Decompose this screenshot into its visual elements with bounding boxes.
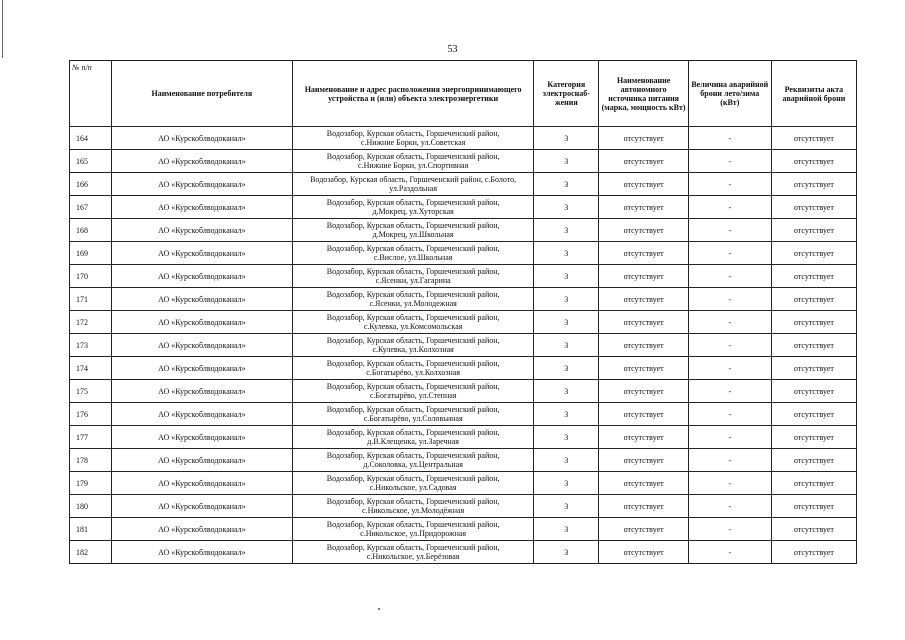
cell-num: 166: [70, 173, 112, 196]
cell-address: [293, 173, 534, 196]
cell-act: отсутствует: [771, 173, 856, 196]
cell-reserve: -: [688, 426, 771, 449]
address-line: с.Нижние Борки, ул.Советская: [360, 138, 466, 147]
address-line: Водозабор, Курская область, Горшеченский район,: [326, 267, 500, 276]
cell-num: 173: [70, 334, 112, 357]
cell-reserve: -: [688, 219, 771, 242]
table-row: [70, 127, 857, 150]
cell-act: отсутствует: [771, 150, 856, 173]
cell-act: отсутствует: [771, 380, 856, 403]
address-line: Водозабор, Курская область, Горшеченский район,: [326, 382, 500, 391]
cell-reserve: -: [688, 311, 771, 334]
cell-reserve: -: [688, 173, 771, 196]
cell-category: 3: [534, 518, 599, 541]
cell-reserve: -: [688, 541, 771, 564]
cell-source: отсутствует: [599, 357, 688, 380]
address-line: Водозабор, Курская область, Горшеченский район,: [326, 129, 500, 138]
cell-source: отсутствует: [599, 472, 688, 495]
cell-num: 175: [70, 380, 112, 403]
address-line: Водозабор, Курская область, Горшеченский район,: [326, 290, 500, 299]
cell-address: [293, 541, 534, 564]
cell-act: отсутствует: [771, 472, 856, 495]
cell-source: отсутствует: [599, 495, 688, 518]
cell-act: отсутствует: [771, 357, 856, 380]
cell-source: отсутствует: [599, 173, 688, 196]
address-line: ул.Раздольная: [389, 184, 438, 193]
cell-reserve: -: [688, 518, 771, 541]
cell-reserve: -: [688, 265, 771, 288]
table-row: [70, 219, 857, 242]
cell-consumer: АО «Курскоблводоканал»: [111, 311, 293, 334]
address-line: с.Богатырёво, ул.Степная: [369, 391, 457, 400]
cell-address: [293, 334, 534, 357]
cell-source: отсутствует: [599, 426, 688, 449]
cell-address: [293, 380, 534, 403]
address-line: Водозабор, Курская область, Горшеченский район,: [326, 405, 500, 414]
cell-address: [293, 242, 534, 265]
cell-address: [293, 265, 534, 288]
table-row: [70, 380, 857, 403]
cell-category: 3: [534, 311, 599, 334]
cell-source: отсутствует: [599, 311, 688, 334]
address-line: Водозабор, Курская область, Горшеченский район,: [326, 198, 500, 207]
table-row: [70, 541, 857, 564]
cell-consumer: АО «Курскоблводоканал»: [111, 265, 293, 288]
cell-act: отсутствует: [771, 495, 856, 518]
cell-consumer: АО «Курскоблводоканал»: [111, 219, 293, 242]
cell-consumer: АО «Курскоблводоканал»: [111, 449, 293, 472]
cell-address: [293, 288, 534, 311]
header-source: Наименование автономного источника питания (марка, мощность кВт): [599, 61, 688, 127]
table-row: [70, 426, 857, 449]
cell-reserve: -: [688, 288, 771, 311]
header-reserve: Величина аварийной брони лето/зима (кВт): [688, 61, 771, 127]
cell-num: 170: [70, 265, 112, 288]
cell-source: отсутствует: [599, 288, 688, 311]
cell-reserve: -: [688, 495, 771, 518]
cell-num: 182: [70, 541, 112, 564]
cell-consumer: АО «Курскоблводоканал»: [111, 403, 293, 426]
address-line: Водозабор, Курская область, Горшеченский район,: [326, 543, 500, 552]
cell-reserve: -: [688, 242, 771, 265]
table-header-row: [70, 61, 857, 127]
address-line: с.Ясенки, ул.Гагарина: [375, 276, 451, 285]
cell-act: отсутствует: [771, 311, 856, 334]
cell-category: 3: [534, 196, 599, 219]
cell-source: отсутствует: [599, 265, 688, 288]
cell-num: 167: [70, 196, 112, 219]
cell-address: [293, 518, 534, 541]
cell-category: 3: [534, 334, 599, 357]
cell-num: 164: [70, 127, 112, 150]
cell-source: отсутствует: [599, 219, 688, 242]
table-row: [70, 518, 857, 541]
cell-source: отсутствует: [599, 403, 688, 426]
cell-act: отсутствует: [771, 219, 856, 242]
cell-num: 174: [70, 357, 112, 380]
cell-category: 3: [534, 541, 599, 564]
cell-address: [293, 196, 534, 219]
cell-num: 177: [70, 426, 112, 449]
table-row: [70, 334, 857, 357]
address-line: Водозабор, Курская область, Горшеченский район,: [326, 244, 500, 253]
address-line: Водозабор, Курская область, Горшеченский район,: [326, 497, 500, 506]
address-line: с.Никольское, ул.Придорожная: [360, 529, 467, 538]
address-line: Водозабор, Курская область, Горшеченский район,: [326, 336, 500, 345]
table-row: [70, 472, 857, 495]
cell-num: 168: [70, 219, 112, 242]
page-number: 53: [447, 44, 458, 55]
cell-category: 3: [534, 472, 599, 495]
cell-category: 3: [534, 357, 599, 380]
address-line: Водозабор, Курская область, Горшеченский район,: [326, 152, 500, 161]
address-line: с.Вислое, ул.Школьная: [373, 253, 453, 262]
cell-num: 172: [70, 311, 112, 334]
cell-source: отсутствует: [599, 518, 688, 541]
cell-address: [293, 403, 534, 426]
address-line: с.Нижние Борки, ул.Спортивная: [358, 161, 469, 170]
address-line: с.Ясенки, ул.Молодежная: [369, 299, 457, 308]
cell-act: отсутствует: [771, 127, 856, 150]
table-row: [70, 265, 857, 288]
address-line: с.Богатырёво, ул.Соловьиная: [363, 414, 463, 423]
cell-reserve: -: [688, 127, 771, 150]
table-row: [70, 173, 857, 196]
cell-category: 3: [534, 403, 599, 426]
cell-act: отсутствует: [771, 265, 856, 288]
address-line: Водозабор, Курская область, Горшеченский район,: [326, 474, 500, 483]
table-row: [70, 311, 857, 334]
cell-reserve: -: [688, 380, 771, 403]
cell-source: отсутствует: [599, 380, 688, 403]
cell-num: 181: [70, 518, 112, 541]
cell-consumer: АО «Курскоблводоканал»: [111, 334, 293, 357]
address-line: Водозабор, Курская область, Горшеченский район,: [326, 428, 500, 437]
cell-address: [293, 495, 534, 518]
address-line: д.Мокрец, ул.Хуторская: [372, 207, 454, 216]
table-row: [70, 242, 857, 265]
cell-consumer: АО «Курскоблводоканал»: [111, 196, 293, 219]
cell-consumer: АО «Курскоблводоканал»: [111, 242, 293, 265]
table-row: [70, 403, 857, 426]
cell-act: отсутствует: [771, 403, 856, 426]
address-line: с.Никольское, ул.Садовая: [369, 483, 457, 492]
cell-act: отсутствует: [771, 426, 856, 449]
cell-reserve: -: [688, 357, 771, 380]
address-line: Водозабор, Курская область, Горшеченский район,: [326, 313, 500, 322]
cell-category: 3: [534, 495, 599, 518]
cell-address: [293, 472, 534, 495]
cell-consumer: АО «Курскоблводоканал»: [111, 173, 293, 196]
cell-consumer: АО «Курскоблводоканал»: [111, 288, 293, 311]
table-row: [70, 495, 857, 518]
table-row: [70, 288, 857, 311]
address-line: с.Богатырёво, ул.Колхозная: [366, 368, 461, 377]
address-line: Водозабор, Курская область, Горшеченский район,: [326, 520, 500, 529]
emergency-reserve-table: [69, 60, 857, 564]
cell-num: 180: [70, 495, 112, 518]
cell-num: 171: [70, 288, 112, 311]
cell-source: отсутствует: [599, 127, 688, 150]
cell-act: отсутствует: [771, 288, 856, 311]
cell-category: 3: [534, 173, 599, 196]
cell-consumer: АО «Курскоблводоканал»: [111, 495, 293, 518]
cell-address: [293, 150, 534, 173]
table-row: [70, 196, 857, 219]
cell-source: отсутствует: [599, 242, 688, 265]
cell-consumer: АО «Курскоблводоканал»: [111, 127, 293, 150]
cell-num: 165: [70, 150, 112, 173]
cell-reserve: -: [688, 196, 771, 219]
cell-reserve: -: [688, 449, 771, 472]
address-line: с.Кулевка, ул.Комсомольская: [363, 322, 463, 331]
cell-category: 3: [534, 127, 599, 150]
table-row: [70, 449, 857, 472]
cell-consumer: АО «Курскоблводоканал»: [111, 472, 293, 495]
header-category: Категория электроснаб-жения: [534, 61, 599, 127]
cell-address: [293, 311, 534, 334]
cell-consumer: АО «Курскоблводоканал»: [111, 150, 293, 173]
cell-address: [293, 219, 534, 242]
cell-act: отсутствует: [771, 196, 856, 219]
table-body: [70, 127, 857, 564]
cell-act: отсутствует: [771, 242, 856, 265]
cell-category: 3: [534, 242, 599, 265]
cell-source: отсутствует: [599, 541, 688, 564]
cell-category: 3: [534, 219, 599, 242]
address-line: д.В.Клещенка, ул.Заречная: [367, 437, 459, 446]
table-row: [70, 357, 857, 380]
cell-num: 178: [70, 449, 112, 472]
cell-source: отсутствует: [599, 449, 688, 472]
cell-category: 3: [534, 265, 599, 288]
cell-address: [293, 127, 534, 150]
cell-category: 3: [534, 288, 599, 311]
cell-category: 3: [534, 426, 599, 449]
cell-source: отсутствует: [599, 150, 688, 173]
address-line: Водозабор, Курская область, Горшеченский район, с.Болото,: [310, 175, 517, 184]
cell-address: [293, 357, 534, 380]
header-act: Реквизиты акта аварийной брони: [771, 61, 856, 127]
cell-consumer: АО «Курскоблводоканал»: [111, 380, 293, 403]
cell-reserve: -: [688, 150, 771, 173]
cell-reserve: -: [688, 472, 771, 495]
cell-act: отсутствует: [771, 449, 856, 472]
cell-num: 176: [70, 403, 112, 426]
cell-source: отсутствует: [599, 196, 688, 219]
address-line: Водозабор, Курская область, Горшеченский район,: [326, 221, 500, 230]
cell-num: 179: [70, 472, 112, 495]
address-line: Водозабор, Курская область, Горшеченский район,: [326, 359, 500, 368]
cell-category: 3: [534, 449, 599, 472]
cell-reserve: -: [688, 334, 771, 357]
address-line: с.Никольское, ул.Молодёжная: [362, 506, 465, 515]
cell-address: [293, 426, 534, 449]
cell-consumer: АО «Курскоблводоканал»: [111, 518, 293, 541]
address-line: д.Соколовка, ул.Центральная: [363, 460, 463, 469]
address-line: Водозабор, Курская область, Горшеченский район,: [326, 451, 500, 460]
header-consumer: Наименование потребителя: [111, 61, 293, 127]
cell-address: [293, 449, 534, 472]
cell-reserve: -: [688, 403, 771, 426]
header-num: № п/п: [70, 61, 112, 127]
scan-dot: [378, 608, 380, 610]
cell-act: отсутствует: [771, 334, 856, 357]
cell-source: отсутствует: [599, 334, 688, 357]
cell-act: отсутствует: [771, 518, 856, 541]
header-address: Наименование и адрес расположения энергопринимающего устройства и (или) объекта электроэнергетики: [293, 61, 534, 127]
address-line: с.Кулевка, ул.Колхозная: [372, 345, 454, 354]
cell-num: 169: [70, 242, 112, 265]
cell-category: 3: [534, 380, 599, 403]
cell-act: отсутствует: [771, 541, 856, 564]
address-line: д.Мокрец, ул.Школьная: [372, 230, 454, 239]
cell-consumer: АО «Курскоблводоканал»: [111, 426, 293, 449]
table-row: [70, 150, 857, 173]
cell-consumer: АО «Курскоблводоканал»: [111, 357, 293, 380]
cell-category: 3: [534, 150, 599, 173]
cell-consumer: АО «Курскоблводоканал»: [111, 541, 293, 564]
address-line: с.Никольское, ул.Берёзовая: [366, 552, 460, 561]
